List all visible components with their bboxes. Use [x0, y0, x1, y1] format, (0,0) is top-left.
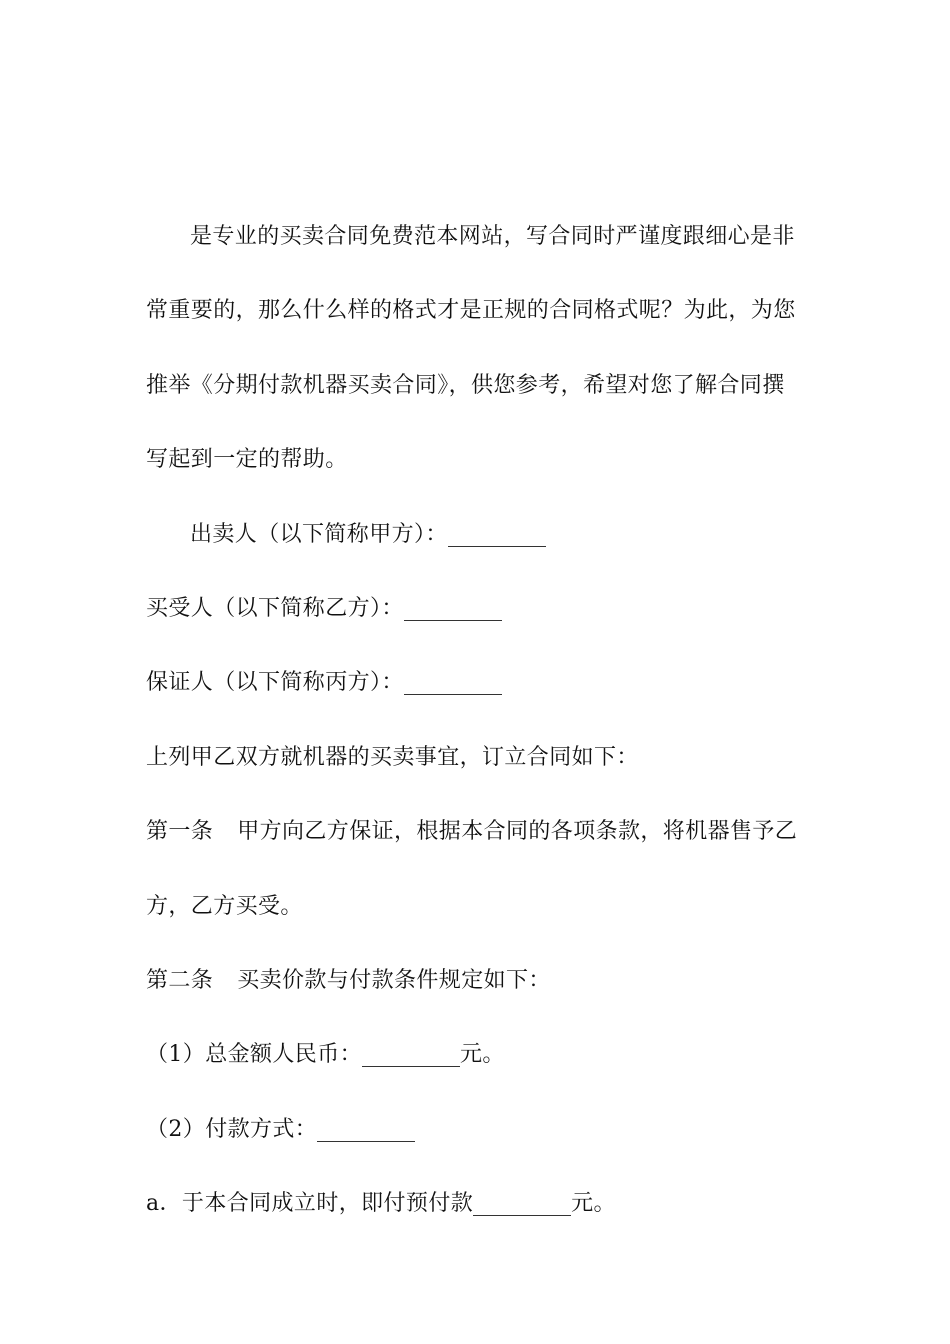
seller-line	[146, 498, 806, 572]
intro-paragraph: 是专业的买卖合同免费范本网站，写合同时严谨度跟细心是非常重要的，那么什么样的格式才是正规的合同格式呢？为此，为您推举《分期付款机器买卖合同》，供您参考，希望对您了解合同撰写起到一定的帮助。	[146, 224, 796, 473]
item-a-line	[146, 1167, 806, 1241]
item-2-line	[146, 1093, 806, 1167]
article-2-title: 第二条	[146, 968, 214, 994]
article-1	[146, 795, 806, 944]
guarantor-label: 保证人（以下简称丙方）：	[146, 670, 404, 696]
preamble-paragraph: 上列甲乙双方就机器的买卖事宜，订立合同如下：	[146, 744, 639, 770]
seller-label: 出卖人（以下简称甲方）：	[190, 521, 448, 547]
guarantor-blank	[404, 672, 502, 695]
document-body	[146, 200, 806, 1242]
article-2-body: 买卖价款与付款条件规定如下：	[237, 968, 551, 994]
article-1-body: 甲方向乙方保证，根据本合同的各项条款，将机器售予乙方，乙方买受。	[146, 819, 798, 919]
item-1-suffix: 元。	[460, 1042, 505, 1068]
seller-blank	[448, 524, 546, 547]
payment-method-blank	[317, 1119, 415, 1142]
item-1-label: （1）总金额人民币：	[146, 1042, 362, 1068]
item-a-label: a．于本合同成立时，即付预付款	[146, 1191, 474, 1217]
total-amount-blank	[362, 1044, 460, 1067]
buyer-line	[146, 572, 806, 646]
article-2	[146, 944, 806, 1018]
buyer-blank	[404, 598, 502, 621]
item-1-line	[146, 1018, 806, 1092]
guarantor-line	[146, 646, 806, 720]
buyer-label: 买受人（以下简称乙方）：	[146, 596, 404, 622]
item-a-suffix: 元。	[571, 1191, 616, 1217]
article-1-title: 第一条	[146, 819, 214, 845]
prepayment-blank	[473, 1193, 571, 1216]
item-2-label: （2）付款方式：	[146, 1116, 318, 1142]
